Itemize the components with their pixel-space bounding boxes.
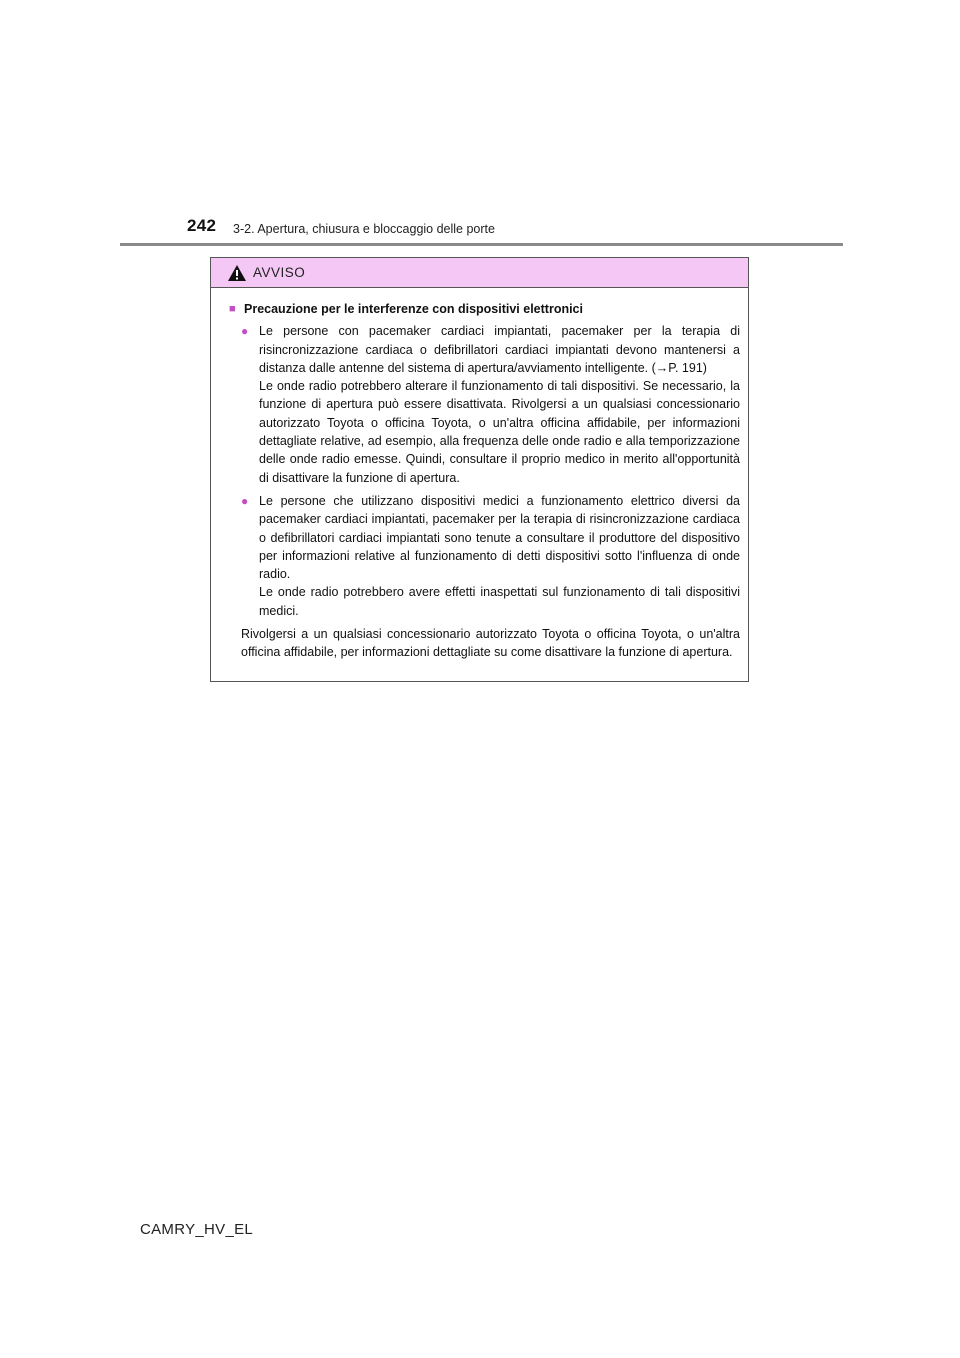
subsection-heading-text: Precauzione per le interferenze con dispositivi elettronici bbox=[244, 302, 583, 316]
dot-bullet-icon: ● bbox=[241, 324, 249, 339]
header-rule bbox=[120, 243, 843, 246]
square-bullet-icon: ■ bbox=[229, 303, 236, 315]
warning-box bbox=[210, 257, 749, 682]
closing-paragraph: Rivolgersi a un qualsiasi concessionario autorizzato Toyota o officina Toyota, o un'altra officina affidabile, per informazioni dettagliate su come disattivare la funzione di apertura. bbox=[241, 627, 740, 660]
list-item-text: Le persone che utilizzano dispositivi medici a funzionamento elettrico diversi da pacemaker cardiaci impiantati, pacemaker per la terapia di risincronizzazione cardiaca o defibrillatori cardiaci impiantati sono tenute a consultare il produttore del dispositivo per informazioni relative al funzionamento di detti dispositivi sotto l'influenza di onde radio. bbox=[259, 493, 740, 582]
footer-model-code: CAMRY_HV_EL bbox=[140, 1221, 254, 1238]
warning-label: AVVISO bbox=[253, 265, 306, 280]
list-item bbox=[241, 322, 740, 487]
dot-bullet-icon: ● bbox=[241, 493, 249, 508]
list-item bbox=[241, 492, 740, 620]
warning-header bbox=[211, 258, 748, 288]
warning-triangle-icon bbox=[227, 264, 247, 282]
list-item-text: Le onde radio potrebbero avere effetti inaspettati sul funzionamento di tali dispositivi medici. bbox=[259, 585, 740, 618]
list-item-text: Le onde radio potrebbero alterare il funzionamento di tali dispositivi. Se necessario, la funzione di apertura può essere disattivata. Rivolgersi a un qualsiasi concessionario autorizzato Toyota o officina Toyota, o un'altra officina affidabile, per informazioni dettagliate relative, ad esempio, alla frequenza delle onde radio e alla temporizzazione delle onde radio emesse. Quindi, consultare il proprio medico in merito all'opportunità di disattivare la funzione di apertura. bbox=[259, 379, 740, 485]
list-item-text: Le persone con pacemaker cardiaci impiantati, pacemaker per la terapia di risincronizzazione cardiaca o defibrillatori cardiaci impiantati devono mantenersi a distanza dalle antenne del sistema di apertura/avviamento intelligente. (→P. 191) bbox=[259, 324, 740, 375]
section-title: 3-2. Apertura, chiusura e bloccaggio delle porte bbox=[233, 222, 495, 236]
subsection-heading bbox=[229, 300, 740, 318]
page-number: 242 bbox=[187, 216, 217, 235]
warning-body bbox=[211, 288, 748, 662]
